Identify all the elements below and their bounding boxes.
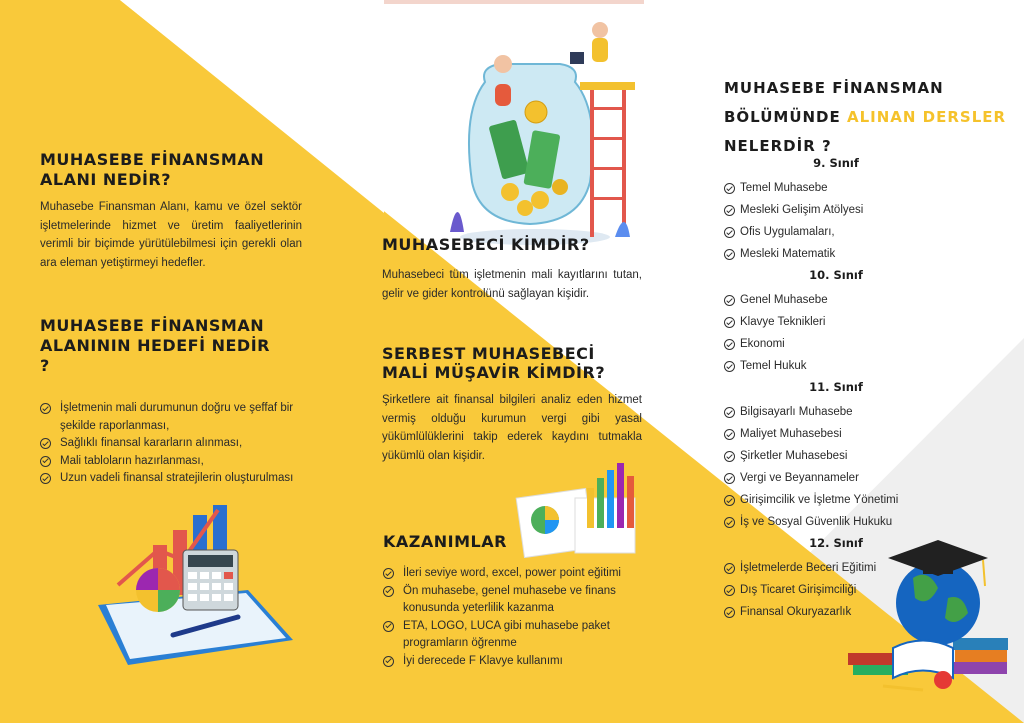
- dersler-title: [724, 74, 1014, 161]
- kimdir-title: MUHASEBECİ KİMDİR?: [382, 235, 590, 254]
- check-circle-icon: [383, 586, 394, 597]
- dersler-title-line3: NELERDİR ?: [724, 137, 832, 155]
- dersler-title-highlight: ALINAN DERSLER: [846, 108, 1007, 126]
- check-circle-icon: [383, 568, 394, 579]
- list-item: Finansal Okuryazarlık: [724, 601, 1014, 623]
- kazanim-list: [383, 565, 645, 670]
- check-circle-icon: [724, 585, 735, 596]
- list-item: İşletmelerde Beceri Eğitimi: [724, 557, 1014, 579]
- section-hedef: [40, 316, 302, 488]
- check-circle-icon: [724, 407, 735, 418]
- check-circle-icon: [40, 456, 51, 467]
- check-circle-icon: [724, 451, 735, 462]
- money-jar-illustration: [440, 12, 645, 252]
- grade-9-list: [724, 177, 1014, 265]
- check-circle-icon: [40, 403, 51, 414]
- list-item: Temel Hukuk: [724, 355, 1014, 377]
- check-circle-icon: [724, 607, 735, 618]
- list-item: Mesleki Gelişim Atölyesi: [724, 199, 1014, 221]
- check-circle-icon: [724, 339, 735, 350]
- section-dersler: [724, 74, 1014, 623]
- list-item: Maliyet Muhasebesi: [724, 423, 1014, 445]
- list-item: Ön muhasebe, genel muhasebe ve finans konusunda yeterlilik kazanma: [383, 583, 645, 618]
- list-item: Genel Muhasebe: [724, 289, 1014, 311]
- list-item: Sağlıklı finansal kararların alınması,: [40, 435, 302, 453]
- list-item: Vergi ve Beyannameler: [724, 467, 1014, 489]
- list-item: Klavye Teknikleri: [724, 311, 1014, 333]
- list-item: Mali tabloların hazırlanması,: [40, 453, 302, 471]
- list-item: ETA, LOGO, LUCA gibi muhasebe paket programların öğrenme: [383, 618, 645, 653]
- grade-11-label: 11. Sınıf: [809, 380, 863, 394]
- check-circle-icon: [383, 656, 394, 667]
- list-item: Mesleki Matematik: [724, 243, 1014, 265]
- check-circle-icon: [724, 205, 735, 216]
- smmm-title: SERBEST MUHASEBECİ MALİ MÜŞAVİR KİMDİR?: [382, 344, 606, 382]
- list-item: Bilgisayarlı Muhasebe: [724, 401, 1014, 423]
- calculator-illustration: [88, 495, 303, 670]
- list-item: İleri seviye word, excel, power point eğitimi: [383, 565, 645, 583]
- check-circle-icon: [724, 429, 735, 440]
- list-item: Şirketler Muhasebesi: [724, 445, 1014, 467]
- grade-10-list: [724, 289, 1014, 377]
- grade-11-list: [724, 401, 1014, 533]
- list-item: İşletmenin mali durumunun doğru ve şeffaf bir şekilde raporlanması,: [40, 400, 302, 435]
- hedef-title: MUHASEBE FİNANSMAN ALANININ HEDEFİ NEDİR ?: [40, 316, 270, 375]
- kimdir-text: Muhasebeci tüm işletmenin mali kayıtlarını tutan, gelir ve gider kontrolünü sağlayan kişidir.: [382, 269, 642, 300]
- list-item: Girişimcilik ve İşletme Yönetimi: [724, 489, 1014, 511]
- list-item: İyi derecede F Klavye kullanımı: [383, 653, 645, 671]
- list-item: İş ve Sosyal Güvenlik Hukuku: [724, 511, 1014, 533]
- check-circle-icon: [724, 249, 735, 260]
- dersler-title-line1: MUHASEBE FİNANSMAN: [724, 79, 944, 97]
- dersler-title-line2a: BÖLÜMÜNDE: [724, 108, 847, 126]
- check-circle-icon: [724, 295, 735, 306]
- list-item: Ofis Uygulamaları,: [724, 221, 1014, 243]
- alan-text: Muhasebe Finansman Alanı, kamu ve özel sektör işletmelerinde hizmet ve üretim faaliyetlerinin verimli bir biçimde yürütülebilmesi için gerekli olan ara eleman yetiştirmeyi hedefler.: [40, 201, 302, 269]
- list-item: Ekonomi: [724, 333, 1014, 355]
- check-circle-icon: [724, 473, 735, 484]
- grade-10-label: 10. Sınıf: [809, 268, 863, 282]
- section-alan: [40, 150, 302, 272]
- check-circle-icon: [724, 183, 735, 194]
- grade-12-list: [724, 557, 1014, 623]
- check-circle-icon: [724, 317, 735, 328]
- kazanim-title: KAZANIMLAR: [383, 532, 507, 551]
- hedef-list: [40, 400, 302, 488]
- check-circle-icon: [40, 438, 51, 449]
- list-item: Uzun vadeli finansal stratejilerin oluşturulması: [40, 470, 302, 488]
- grade-12-label: 12. Sınıf: [809, 536, 863, 550]
- check-circle-icon: [724, 495, 735, 506]
- check-circle-icon: [383, 621, 394, 632]
- grade-9-label: 9. Sınıf: [813, 156, 859, 170]
- smmm-text: Şirketlere ait finansal bilgileri analiz eden hizmet vermiş olduğu kurumun vergi gibi yasal yükümlülüklerini takip ederek kaydını tutmakla yükümlü olan kişidir.: [382, 394, 642, 462]
- check-circle-icon: [724, 361, 735, 372]
- check-circle-icon: [40, 473, 51, 484]
- section-smmm: [382, 344, 642, 465]
- check-circle-icon: [724, 563, 735, 574]
- list-item: Temel Muhasebe: [724, 177, 1014, 199]
- section-kimdir: [382, 235, 642, 303]
- check-circle-icon: [724, 517, 735, 528]
- alan-title: MUHASEBE FİNANSMAN ALANI NEDİR?: [40, 150, 265, 189]
- check-circle-icon: [724, 227, 735, 238]
- section-kazanimlar: [383, 532, 645, 670]
- list-item: Dış Ticaret Girişimciliği: [724, 579, 1014, 601]
- top-accent-bar: [384, 0, 644, 4]
